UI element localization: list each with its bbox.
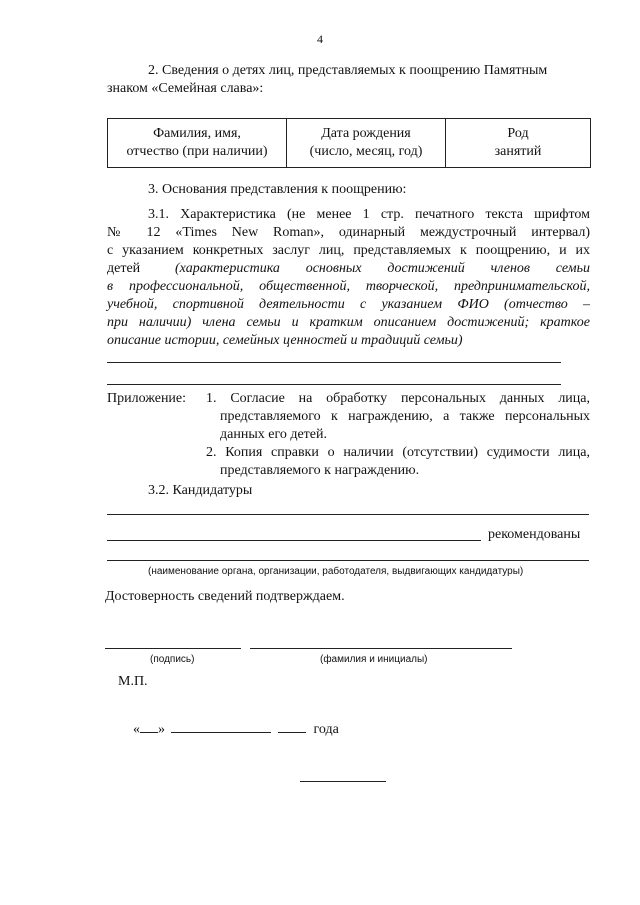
p31-line4-plain: детей [107,261,141,276]
p31-line4 [107,260,590,278]
candidates-line-1[interactable] [107,514,589,515]
header-occ-line1: Род [507,126,529,141]
name-label: (фамилия и инициалы) [320,654,428,665]
section2-line2: знаком «Семейная слава»: [107,81,264,96]
p31-italic-line5: описание истории, семейных ценностей и традиций семьи) [107,333,463,348]
table-header-row [108,119,591,168]
table-header-birthdate [287,119,446,168]
blank-line-2[interactable] [107,384,561,385]
p31-italic-line1: (характеристика основных достижений членов семьи [175,261,590,276]
p31-line3: с указанием конкретных заслуг лиц, представляемых к поощрению, и их [107,243,590,258]
organization-caption: (наименование органа, организации, работодателя, выдвигающих кандидатуры) [148,566,524,577]
table-header-name [108,119,287,168]
table-header-occupation [446,119,591,168]
header-occ-line2: занятий [494,144,542,159]
children-table [107,118,591,168]
date-open-quote: « [133,722,140,737]
date-row [133,720,339,739]
p31-line2: № 12 «Times New Roman», одинарный междустрочный интервал) [107,225,590,240]
p31-italic-line2: в профессиональной, общественной, творческой, предпринимательской, [107,279,590,294]
appendix-item1-line2: представляемого к награждению, а также персональных [220,409,590,424]
confirmation-text: Достоверность сведений подтверждаем. [105,589,345,604]
date-close-quote: » [158,722,165,737]
p31-italic-line3: учебной, спортивной деятельности с указанием ФИО (отчество – [107,297,590,312]
blank-line-1[interactable] [107,362,561,363]
p31-line1: 3.1. Характеристика (не менее 1 стр. печатного текста шрифтом [148,207,590,222]
section32-title: 3.2. Кандидатуры [148,483,253,498]
name-line[interactable] [250,648,512,649]
header-name-line2: отчество (при наличии) [126,144,268,159]
recommended-text: рекомендованы [488,527,581,542]
p31-italic-line4: при наличии) члена семьи и кратким описанием достижений; краткое [107,315,590,330]
appendix-label: Приложение: [107,391,187,406]
stamp-label: М.П. [118,674,148,689]
year-word: года [313,722,339,737]
appendix-item1-line1: 1. Согласие на обработку персональных данных лица, [206,391,590,406]
header-birth-line1: Дата рождения [321,126,411,141]
day-blank[interactable] [140,720,158,733]
candidates-line-3[interactable] [107,560,589,561]
appendix-item1-line3: данных его детей. [220,427,327,442]
section2-line1: 2. Сведения о детях лиц, представляемых к поощрению Памятным [148,63,548,78]
page-number: 4 [317,32,323,46]
closing-rule [300,781,386,782]
year-blank[interactable] [278,720,306,733]
appendix-item2-line1: 2. Копия справки о наличии (отсутствии) судимости лица, [206,445,590,460]
section3-title: 3. Основания представления к поощрению: [148,182,407,197]
header-birth-line2: (число, месяц, год) [309,144,423,159]
header-name-line1: Фамилия, имя, [153,126,241,141]
appendix-item2-line2: представляемого к награждению. [220,463,420,478]
month-blank[interactable] [171,720,271,733]
signature-label: (подпись) [150,654,195,665]
candidates-line-2[interactable] [107,540,481,541]
signature-line[interactable] [105,648,241,649]
